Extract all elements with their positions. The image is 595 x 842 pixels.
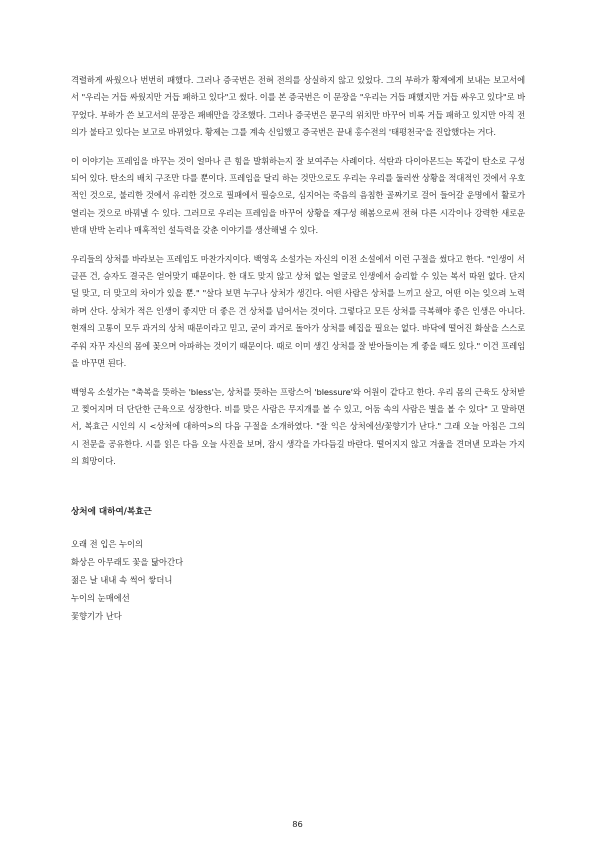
poem-line: 꽃향기가 난다 xyxy=(71,610,122,621)
page-body xyxy=(71,72,525,625)
poem-line: 화상은 아무래도 꽃을 닮아간다 xyxy=(71,556,184,567)
page-number: 86 xyxy=(292,819,303,829)
poem-body xyxy=(71,535,525,625)
body-paragraph: 이 이야기는 프레임을 바꾸는 것이 얼마나 큰 힘을 발휘하는지 잘 보여주는 사례이다. 석탄과 다이아몬드는 똑같이 탄소로 구성되어 있다. 탄소의 배치 구조만 다를 뿐이다. 프레임을 달리 하는 것만으로도 우리는 우리를 둘러싼 상황을 적대적인 것에서 우호적인 것으로, 불리한 것에서 유리한 것으로 필패에서 필승으로, 심지어는 죽음의 음침한 골짜기로 걸어 들어갈 운명에서 활로가 열리는 것으로 바꿔낼 수 있다. 그러므로 우리는 프레임을 바꾸어 상황을 재구성 해봄으로써 전혀 다른 시각이나 강력한 새로운 반대 반박 논리나 매혹적인 설득력을 갖춘 이야기를 생산해낼 수 있다. xyxy=(71,155,525,236)
body-paragraph: 격렬하게 싸웠으나 번번히 패했다. 그러나 증국번은 전혀 전의를 상실하지 않고 있었다. 그의 부하가 황제에게 보내는 보고서에서 "우리는 거듭 싸웠지만 거듭 패하고 있다"고 썼다. 이를 본 증국번은 이 문장을 "우리는 거듭 패했지만 거듭 싸우고 있다"로 바꾸었다. 부하가 쓴 보고서의 문장은 패배만을 강조했다. 그러나 증국번은 문구의 위치만 바꾸어 비록 거듭 패하고 있지만 아직 전의가 불타고 있다는 보고로 바뀌었다. 황제는 그를 계속 신임했고 증국번은 끝내 홍수전의 '태평천국'을 진압했다는 거다. xyxy=(71,75,525,138)
body-paragraph: 백영옥 소설가는 "축복을 뜻하는 'bless'는, 상처를 뜻하는 프랑스어 'blessure'와 어원이 같다고 한다. 우리 몸의 근육도 상처받고 찢어지며 더 단단한 근육으로 성장한다. 비를 맞은 사람은 무지개를 볼 수 있고, 어둠 속의 사람은 별을 볼 수 있다" 고 말하면서, 복효근 시인의 시 <상처에 대하여>의 다음 구절을 소개하였다. "잘 익은 상처에선/꽃향기가 난다." 그래 오늘 아침은 그의 시 전문을 공유한다. 시를 읽은 다음 오늘 사진을 보며, 잠시 생각을 가다듬길 바란다. 떨어지지 않고 겨울을 견뎌낸 모과는 가지의 희망이다. xyxy=(71,386,525,467)
poem-title: 상처에 대하여/복효근 xyxy=(71,506,152,517)
poem-line: 오래 전 입은 누이의 xyxy=(71,538,144,549)
poem-line: 젊은 날 내내 속 썩어 쌓더니 xyxy=(71,574,173,585)
poem-line: 누이의 눈매에선 xyxy=(71,592,130,603)
body-paragraph: 우리들의 상처를 바라보는 프레임도 마찬가지이다. 백영옥 소설가는 자신의 이전 소설에서 이런 구절을 썼다고 한다. "인생이 서글픈 건, 승자도 결국은 얻어맞기 때문이다. 한 대도 맞지 않고 상처 없는 얼굴로 인생에서 승리할 수 있는 복서 따윈 없다. 단지 덜 맞고, 더 맞고의 차이가 있을 뿐." "살다 보면 누구나 상처가 생긴다. 어떤 사람은 상처를 느끼고 살고, 어떤 이는 잊으려 노력하며 산다. 상처가 적은 인생이 좋지만 더 좋은 건 상처를 넘어서는 것이다. 그렇다고 모든 상처를 극복해야 좋은 인생은 아니다. 현재의 고통이 모두 과거의 상처 때문이라고 믿고, 굳이 과거로 돌아가 상처를 헤집을 필요는 없다. 바닥에 떨어진 화살을 스스로 주워 자꾸 자신의 몸에 꽂으며 아파하는 것이기 때문이다. 때로 이미 생긴 상처를 잘 받아들이는 게 좋을 때도 있다." 이건 프레임을 바꾸면 된다. xyxy=(71,253,525,369)
